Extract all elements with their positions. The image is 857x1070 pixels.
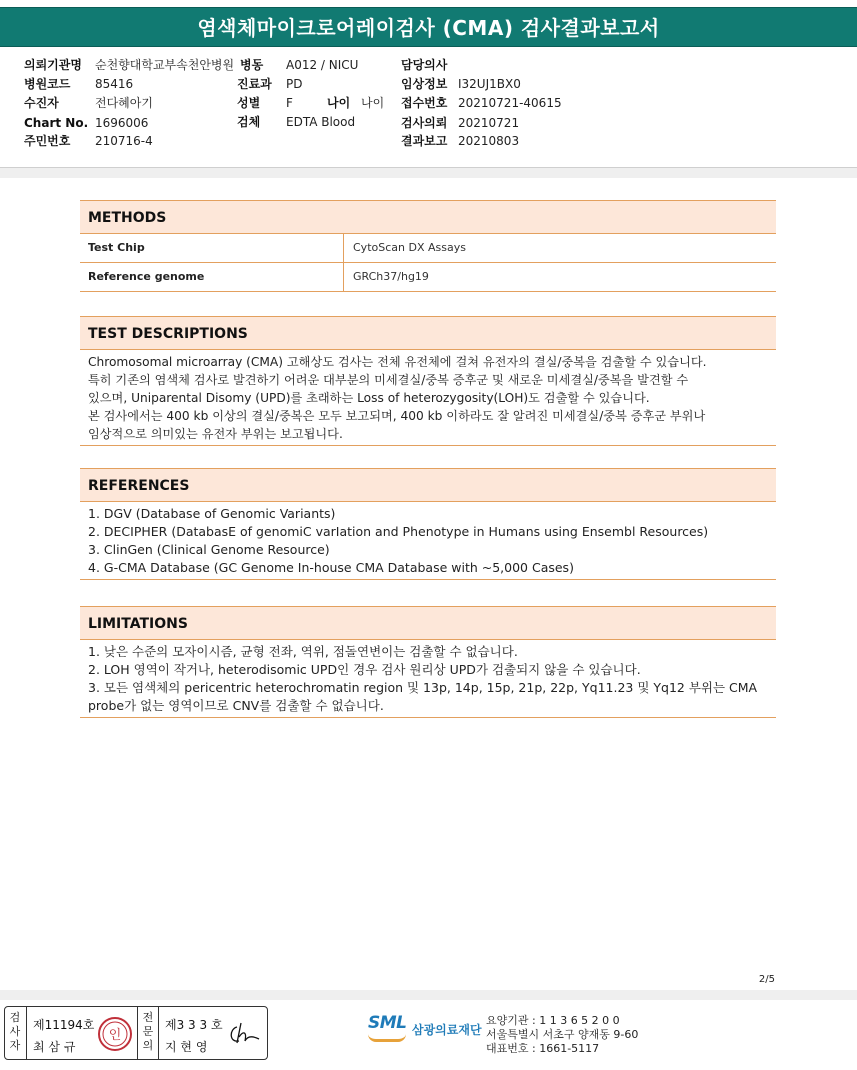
- limitation-line: 3. 모든 염색체의 pericentric heterochromatin region 및 13p, 14p, 15p, 21p, 22p, Yq11.23 및 Yq12 부위는 CMA: [88, 680, 758, 695]
- ward-label: 병동: [240, 58, 264, 72]
- logo-text: SML: [368, 1013, 407, 1033]
- reference-line: 4. G-CMA Database (GC Genome In-house CMA Database with ~5,000 Cases): [88, 560, 574, 575]
- descriptions-heading: TEST DESCRIPTIONS: [80, 316, 776, 350]
- references-section: [80, 468, 776, 580]
- age-value: 나이: [361, 96, 385, 110]
- table-row: [80, 234, 776, 263]
- limitations-heading: LIMITATIONS: [80, 606, 776, 640]
- hospital-code-value: 85416: [95, 77, 134, 91]
- divider: [158, 1007, 159, 1059]
- seal-text: 인: [108, 1028, 122, 1043]
- name-label: 수진자: [24, 96, 59, 110]
- request-value: 20210721: [458, 116, 520, 130]
- signature-scribble-icon: [227, 1019, 263, 1049]
- specialist-license: 제3 3 3 호: [165, 1018, 223, 1032]
- examiner-seal-icon: [97, 1016, 133, 1052]
- lab-phone: 대표번호 : 1661-5117: [486, 1042, 600, 1055]
- department-label: 진료과: [237, 77, 272, 91]
- page-number: 2/5: [758, 974, 775, 985]
- references-heading: REFERENCES: [80, 468, 776, 502]
- examiner-label: 검 사 자: [9, 1011, 21, 1052]
- description-line: 본 검사에서는 400 kb 이상의 결실/중복은 모두 보고되며, 400 kb 이하라도 잘 알려진 미세결실/중복 증후군 부위나: [88, 409, 706, 423]
- resident-label: 주민번호: [24, 134, 71, 148]
- descriptions-section: [80, 316, 776, 446]
- reception-value: 20210721-40615: [458, 96, 562, 110]
- institution-label: 의뢰기관명: [24, 58, 82, 72]
- description-line: 특히 기존의 염색체 검사로 발견하기 어려운 대부분의 미세결실/중복 증후군 및 새로운 미세결실/중복을 발견할 수: [88, 373, 689, 387]
- limitation-line: 1. 낮은 수준의 모자이시즘, 균형 전좌, 역위, 점돌연변이는 검출할 수 없습니다.: [88, 644, 518, 659]
- chart-value: 1696006: [95, 116, 149, 130]
- reception-label: 접수번호: [401, 96, 448, 110]
- lab-name: 삼광의료재단: [412, 1023, 482, 1037]
- report-title: 염색체마이크로어레이검사 (CMA) 검사결과보고서: [0, 7, 857, 47]
- specimen-label: 검체: [237, 115, 261, 129]
- methods-section: [80, 200, 776, 292]
- signature-box: [4, 1006, 268, 1060]
- reference-line: 2. DECIPHER (DatabasE of genomiC varIation and Phenotype in Humans using Ensembl Resources): [88, 524, 709, 539]
- test-chip-key: Test Chip: [80, 234, 344, 262]
- header-divider: [0, 168, 857, 178]
- reference-genome-value: GRCh37/hg19: [353, 270, 429, 283]
- specialist-label: 전 문 의: [142, 1011, 154, 1052]
- examiner-license: 제11194호: [33, 1018, 95, 1032]
- doctor-label: 담당의사: [401, 58, 448, 72]
- divider: [137, 1007, 138, 1059]
- age-label: 나이: [327, 96, 351, 110]
- methods-heading: METHODS: [80, 200, 776, 234]
- reference-line: 1. DGV (Database of Genomic Variants): [88, 506, 336, 521]
- specialist-name: 지 현 영: [165, 1040, 208, 1054]
- limitation-line: probe가 없는 영역이므로 CNV를 검출할 수 없습니다.: [88, 698, 384, 713]
- test-chip-value: CytoScan DX Assays: [353, 241, 466, 254]
- patient-info: [0, 52, 857, 168]
- logo-swoosh-icon: [368, 1034, 406, 1042]
- description-line: 있으며, Uniparental Disomy (UPD)를 초래하는 Loss of heterozygosity(LOH)도 검출할 수 있습니다.: [88, 391, 650, 405]
- report-value: 20210803: [458, 134, 520, 148]
- specimen-value: EDTA Blood: [286, 115, 356, 129]
- description-line: Chromosomal microarray (CMA) 고해상도 검사는 전체 유전체에 걸쳐 유전자의 결실/중복을 검출할 수 있습니다.: [88, 355, 707, 369]
- description-line: 임상적으로 의미있는 유전자 부위는 보고됩니다.: [88, 427, 343, 441]
- ward-value: A012 / NICU: [286, 58, 359, 72]
- sex-label: 성별: [237, 96, 261, 110]
- references-body: [80, 502, 776, 580]
- lab-contact: [486, 1014, 638, 1056]
- reference-line: 3. ClinGen (Clinical Genome Resource): [88, 542, 330, 557]
- chart-label: Chart No.: [24, 116, 89, 130]
- institution-value: 순천향대학교부속천안병원: [95, 58, 235, 72]
- limitations-body: [80, 640, 776, 718]
- department-value: PD: [286, 77, 303, 91]
- descriptions-body: [80, 350, 776, 446]
- limitations-section: [80, 606, 776, 718]
- lab-code: 요양기관 : 1 1 3 6 5 2 0 0: [486, 1014, 620, 1027]
- reference-genome-key: Reference genome: [80, 263, 344, 291]
- footer-divider: [0, 990, 857, 1000]
- sex-value: F: [286, 96, 293, 110]
- clinical-value: I32UJ1BX0: [458, 77, 521, 91]
- name-value: 전다혜아기: [95, 96, 153, 110]
- clinical-label: 임상정보: [401, 77, 448, 91]
- hospital-code-label: 병원코드: [24, 77, 71, 91]
- examiner-name: 최 삼 규: [33, 1040, 76, 1054]
- resident-value: 210716-4: [95, 134, 153, 148]
- limitation-line: 2. LOH 영역이 작거나, heterodisomic UPD인 경우 검사 원리상 UPD가 검출되지 않을 수 있습니다.: [88, 662, 641, 677]
- divider: [26, 1007, 27, 1059]
- lab-address: 서울특별시 서초구 양재동 9-60: [486, 1028, 639, 1041]
- request-label: 검사의뢰: [401, 116, 448, 130]
- report-label: 결과보고: [401, 134, 448, 148]
- table-row: [80, 263, 776, 292]
